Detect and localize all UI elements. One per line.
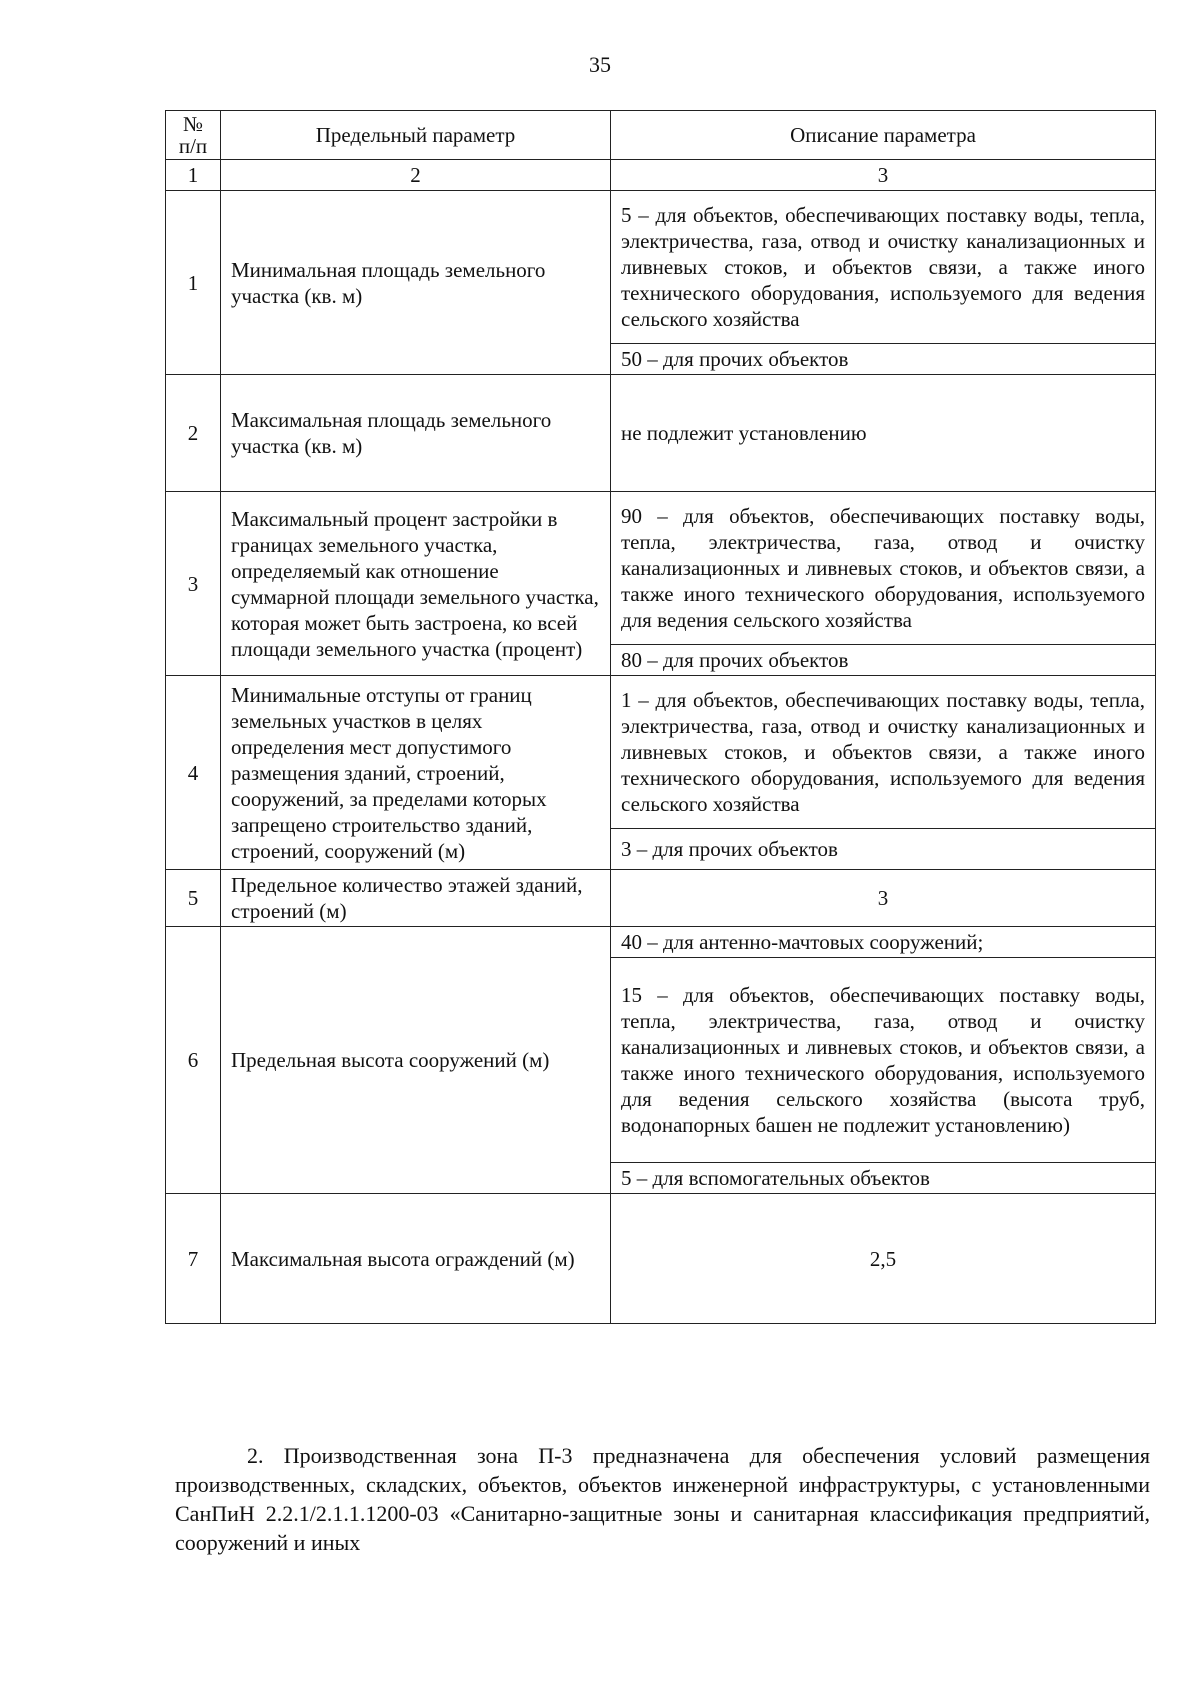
- table-index-row: [166, 160, 1156, 191]
- header-parameter: Предельный параметр: [221, 111, 611, 160]
- page-number: 35: [589, 52, 611, 77]
- row-number: 7: [166, 1194, 221, 1324]
- table-row: [166, 375, 1156, 492]
- table-row: [166, 191, 1156, 344]
- index-cell: 1: [166, 160, 221, 191]
- row-description: 15 – для объектов, обеспечивающих поставку воды, тепла, электричества, газа, отвод и очистку канализационных и ливневых стоков, и объектов связи, а также иного технического оборудования, используемого для ведения сельского хозяйства (высота труб, водонапорных башен не подлежит установлению): [611, 958, 1156, 1163]
- row-parameter: Максимальная высота ограждений (м): [221, 1194, 611, 1324]
- row-number: 6: [166, 927, 221, 1194]
- row-description: 3: [611, 870, 1156, 927]
- row-description: 40 – для антенно-мачтовых сооружений;: [611, 927, 1156, 958]
- row-number: 4: [166, 676, 221, 870]
- row-description: 50 – для прочих объектов: [611, 344, 1156, 375]
- header-description: Описание параметра: [611, 111, 1156, 160]
- row-parameter: Минимальная площадь земельного участка (кв. м): [221, 191, 611, 375]
- row-number: 1: [166, 191, 221, 375]
- row-description: 3 – для прочих объектов: [611, 829, 1156, 870]
- row-parameter: Минимальные отступы от границ земельных участков в целях определения мест допустимого размещения зданий, строений, сооружений, за пределами которых запрещено строительство зданий, строений, сооружений (м): [221, 676, 611, 870]
- table-header-row: [166, 111, 1156, 160]
- row-description: 2,5: [611, 1194, 1156, 1324]
- row-parameter: Предельная высота сооружений (м): [221, 927, 611, 1194]
- row-description: 5 – для вспомогательных объектов: [611, 1163, 1156, 1194]
- row-parameter: Максимальный процент застройки в границах земельного участка, определяемый как отношение суммарной площади земельного участка, которая может быть застроена, ко всей площади земельного участка (процент): [221, 492, 611, 676]
- table-row: [166, 870, 1156, 927]
- parameters-table: [165, 110, 1156, 1324]
- row-number: 2: [166, 375, 221, 492]
- table-row: [166, 676, 1156, 829]
- row-description: 1 – для объектов, обеспечивающих поставку воды, тепла, электричества, газа, отвод и очистку канализационных и ливневых стоков, и объектов связи, а также иного технического оборудования, используемого для ведения сельского хозяйства: [611, 676, 1156, 829]
- row-description: 90 – для объектов, обеспечивающих поставку воды, тепла, электричества, газа, отвод и очистку канализационных и ливневых стоков, и объектов связи, а также иного технического оборудования, используемого для ведения сельского хозяйства: [611, 492, 1156, 645]
- table-row: [166, 1194, 1156, 1324]
- table-row: [166, 492, 1156, 645]
- row-parameter: Предельное количество этажей зданий, строений (м): [221, 870, 611, 927]
- body-paragraph: 2. Производственная зона П-3 предназначена для обеспечения условий размещения производственных, складских, объектов, объектов инженерной инфраструктуры, с установленными СанПиН 2.2.1/2.1.1.1200-03 «Санитарно-защитные зоны и санитарная классификация предприятий, сооружений и иных: [175, 1443, 1150, 1555]
- row-description: не подлежит установлению: [611, 375, 1156, 492]
- row-parameter: Максимальная площадь земельного участка (кв. м): [221, 375, 611, 492]
- row-description: 5 – для объектов, обеспечивающих поставку воды, тепла, электричества, газа, отвод и очистку канализационных и ливневых стоков, и объектов связи, а также иного технического оборудования, используемого для ведения сельского хозяйства: [611, 191, 1156, 344]
- header-number: № п/п: [166, 111, 221, 160]
- table-row: [166, 927, 1156, 958]
- row-number: 5: [166, 870, 221, 927]
- row-number: 3: [166, 492, 221, 676]
- row-description: 80 – для прочих объектов: [611, 645, 1156, 676]
- index-cell: 2: [221, 160, 611, 191]
- index-cell: 3: [611, 160, 1156, 191]
